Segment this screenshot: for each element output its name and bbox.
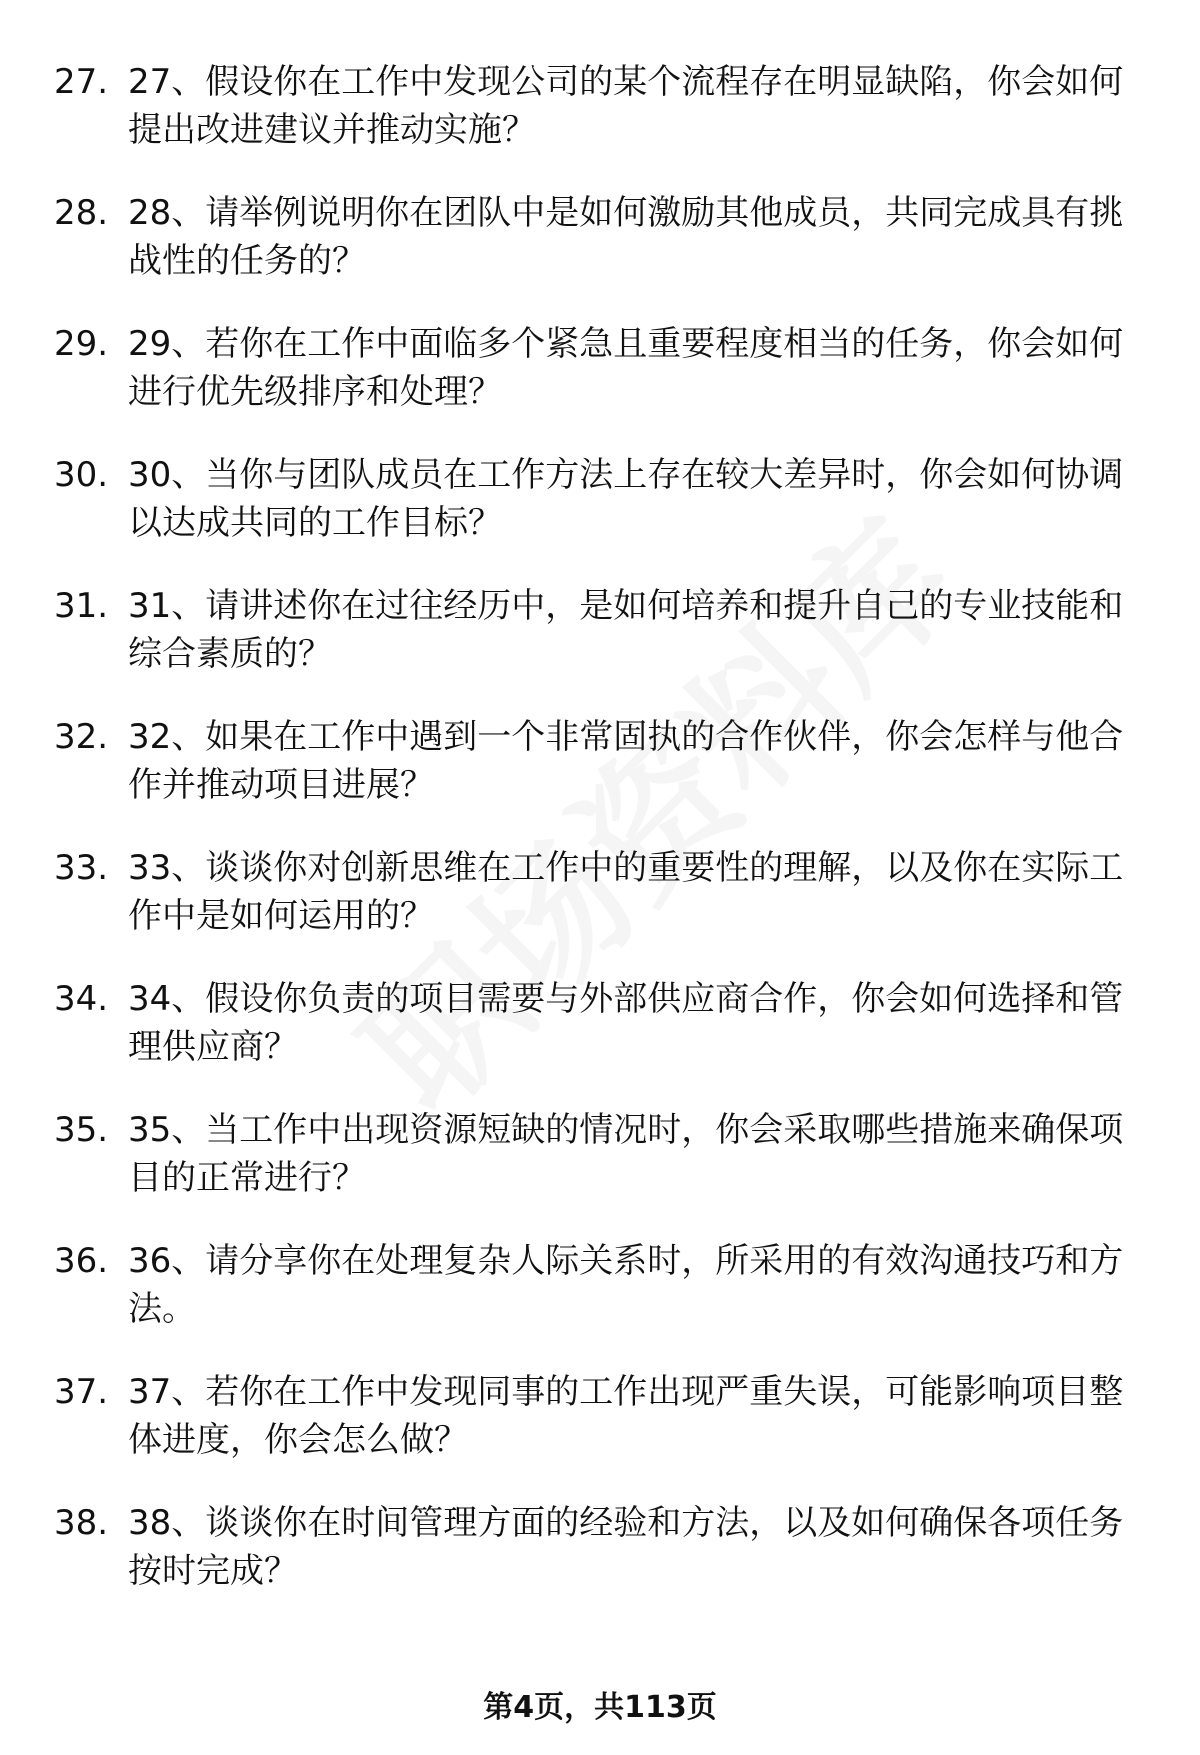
question-number: 35. (54, 1110, 109, 1150)
list-item (0, 844, 1200, 975)
question-number: 30. (54, 455, 109, 495)
question-text: 36、请分享你在处理复杂人际关系时，所采用的有效沟通技巧和方法。 (128, 1241, 1124, 1329)
question-text: 31、请讲述你在过往经历中，是如何培养和提升自己的专业技能和综合素质的？ (128, 586, 1124, 674)
question-number: 37. (54, 1372, 109, 1412)
list-item (0, 713, 1200, 844)
question-number: 31. (54, 586, 109, 626)
question-text: 28、请举例说明你在团队中是如何激励其他成员，共同完成具有挑战性的任务的？ (128, 193, 1124, 281)
question-text: 30、当你与团队成员在工作方法上存在较大差异时，你会如何协调以达成共同的工作目标？ (128, 455, 1124, 543)
question-number: 36. (54, 1241, 109, 1281)
question-text: 38、谈谈你在时间管理方面的经验和方法，以及如何确保各项任务按时完成？ (128, 1503, 1124, 1591)
page-footer: 第4页，共113页 (483, 1690, 717, 1725)
list-item (0, 1106, 1200, 1237)
list-item (0, 320, 1200, 451)
list-item (0, 58, 1200, 189)
question-number: 32. (54, 717, 109, 757)
question-number: 29. (54, 324, 109, 364)
list-item (0, 189, 1200, 320)
question-number: 27. (54, 62, 109, 102)
question-text: 34、假设你负责的项目需要与外部供应商合作，你会如何选择和管理供应商？ (128, 979, 1124, 1067)
list-item (0, 451, 1200, 582)
question-number: 33. (54, 848, 109, 888)
list-item (0, 1237, 1200, 1368)
question-text: 33、谈谈你对创新思维在工作中的重要性的理解，以及你在实际工作中是如何运用的？ (128, 848, 1124, 936)
question-text: 27、假设你在工作中发现公司的某个流程存在明显缺陷，你会如何提出改进建议并推动实施？ (128, 62, 1124, 150)
question-list (0, 58, 1200, 1630)
question-text: 29、若你在工作中面临多个紧急且重要程度相当的任务，你会如何进行优先级排序和处理？ (128, 324, 1124, 412)
question-text: 37、若你在工作中发现同事的工作出现严重失误，可能影响项目整体进度，你会怎么做？ (128, 1372, 1124, 1460)
list-item (0, 975, 1200, 1106)
list-item (0, 1499, 1200, 1630)
question-number: 28. (54, 193, 109, 233)
question-text: 32、如果在工作中遇到一个非常固执的合作伙伴，你会怎样与他合作并推动项目进展？ (128, 717, 1124, 805)
list-item (0, 582, 1200, 713)
list-item (0, 1368, 1200, 1499)
question-number: 38. (54, 1503, 109, 1543)
question-number: 34. (54, 979, 109, 1019)
question-text: 35、当工作中出现资源短缺的情况时，你会采取哪些措施来确保项目的正常进行？ (128, 1110, 1124, 1198)
